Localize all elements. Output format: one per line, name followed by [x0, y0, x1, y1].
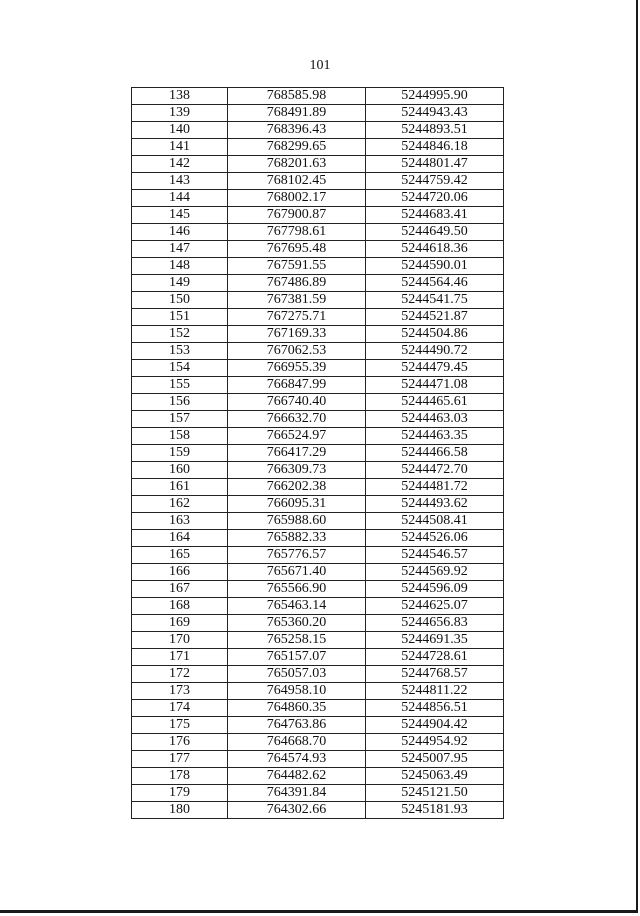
x-coordinate-cell: 767695.48 [228, 241, 366, 258]
point-number-cell: 171 [132, 649, 228, 666]
table-row [132, 309, 504, 326]
x-coordinate-cell: 768002.17 [228, 190, 366, 207]
table-row [132, 530, 504, 547]
y-coordinate-cell: 5244465.61 [366, 394, 504, 411]
table-row [132, 734, 504, 751]
table-row [132, 632, 504, 649]
x-coordinate-cell: 767900.87 [228, 207, 366, 224]
x-coordinate-cell: 764482.62 [228, 768, 366, 785]
y-coordinate-cell: 5245063.49 [366, 768, 504, 785]
y-coordinate-cell: 5245121.50 [366, 785, 504, 802]
y-coordinate-cell: 5244656.83 [366, 615, 504, 632]
y-coordinate-cell: 5244493.62 [366, 496, 504, 513]
point-number-cell: 146 [132, 224, 228, 241]
point-number-cell: 170 [132, 632, 228, 649]
point-number-cell: 151 [132, 309, 228, 326]
x-coordinate-cell: 767798.61 [228, 224, 366, 241]
y-coordinate-cell: 5244893.51 [366, 122, 504, 139]
y-coordinate-cell: 5244759.42 [366, 173, 504, 190]
y-coordinate-cell: 5244472.70 [366, 462, 504, 479]
table-row [132, 751, 504, 768]
table-row [132, 649, 504, 666]
x-coordinate-cell: 766309.73 [228, 462, 366, 479]
x-coordinate-cell: 764302.66 [228, 802, 366, 819]
x-coordinate-cell: 765463.14 [228, 598, 366, 615]
y-coordinate-cell: 5244546.57 [366, 547, 504, 564]
x-coordinate-cell: 766524.97 [228, 428, 366, 445]
point-number-cell: 176 [132, 734, 228, 751]
table-row [132, 428, 504, 445]
point-number-cell: 165 [132, 547, 228, 564]
point-number-cell: 174 [132, 700, 228, 717]
table-row [132, 598, 504, 615]
x-coordinate-cell: 766740.40 [228, 394, 366, 411]
table-row [132, 479, 504, 496]
point-number-cell: 180 [132, 802, 228, 819]
table-row [132, 411, 504, 428]
y-coordinate-cell: 5244521.87 [366, 309, 504, 326]
point-number-cell: 138 [132, 88, 228, 105]
table-row [132, 581, 504, 598]
y-coordinate-cell: 5244504.86 [366, 326, 504, 343]
x-coordinate-cell: 768201.63 [228, 156, 366, 173]
point-number-cell: 157 [132, 411, 228, 428]
table-row [132, 343, 504, 360]
x-coordinate-cell: 764958.10 [228, 683, 366, 700]
table-row [132, 802, 504, 819]
x-coordinate-cell: 765157.07 [228, 649, 366, 666]
x-coordinate-cell: 768396.43 [228, 122, 366, 139]
point-number-cell: 143 [132, 173, 228, 190]
y-coordinate-cell: 5244618.36 [366, 241, 504, 258]
table-row [132, 207, 504, 224]
y-coordinate-cell: 5244590.01 [366, 258, 504, 275]
y-coordinate-cell: 5244541.75 [366, 292, 504, 309]
x-coordinate-cell: 764391.84 [228, 785, 366, 802]
x-coordinate-cell: 767591.55 [228, 258, 366, 275]
table-row [132, 241, 504, 258]
table-row [132, 360, 504, 377]
table-row [132, 377, 504, 394]
y-coordinate-cell: 5244801.47 [366, 156, 504, 173]
y-coordinate-cell: 5244596.09 [366, 581, 504, 598]
point-number-cell: 166 [132, 564, 228, 581]
table-row [132, 173, 504, 190]
x-coordinate-cell: 765258.15 [228, 632, 366, 649]
x-coordinate-cell: 767169.33 [228, 326, 366, 343]
table-row [132, 122, 504, 139]
y-coordinate-cell: 5244490.72 [366, 343, 504, 360]
table-row [132, 258, 504, 275]
x-coordinate-cell: 765057.03 [228, 666, 366, 683]
point-number-cell: 175 [132, 717, 228, 734]
y-coordinate-cell: 5244954.92 [366, 734, 504, 751]
table-row [132, 139, 504, 156]
coordinates-table-body [132, 88, 504, 819]
table-row [132, 547, 504, 564]
table-row [132, 88, 504, 105]
y-coordinate-cell: 5244526.06 [366, 530, 504, 547]
x-coordinate-cell: 765776.57 [228, 547, 366, 564]
point-number-cell: 148 [132, 258, 228, 275]
point-number-cell: 164 [132, 530, 228, 547]
table-row [132, 394, 504, 411]
y-coordinate-cell: 5244569.92 [366, 564, 504, 581]
coordinates-table [131, 87, 504, 819]
page-number: 101 [309, 58, 331, 73]
x-coordinate-cell: 766847.99 [228, 377, 366, 394]
y-coordinate-cell: 5244768.57 [366, 666, 504, 683]
x-coordinate-cell: 764668.70 [228, 734, 366, 751]
table-row [132, 462, 504, 479]
point-number-cell: 162 [132, 496, 228, 513]
x-coordinate-cell: 764763.86 [228, 717, 366, 734]
y-coordinate-cell: 5244564.46 [366, 275, 504, 292]
y-coordinate-cell: 5244728.61 [366, 649, 504, 666]
point-number-cell: 141 [132, 139, 228, 156]
x-coordinate-cell: 765360.20 [228, 615, 366, 632]
y-coordinate-cell: 5244508.41 [366, 513, 504, 530]
x-coordinate-cell: 764860.35 [228, 700, 366, 717]
table-row [132, 496, 504, 513]
y-coordinate-cell: 5245007.95 [366, 751, 504, 768]
point-number-cell: 179 [132, 785, 228, 802]
x-coordinate-cell: 767486.89 [228, 275, 366, 292]
point-number-cell: 147 [132, 241, 228, 258]
table-row [132, 717, 504, 734]
point-number-cell: 152 [132, 326, 228, 343]
point-number-cell: 163 [132, 513, 228, 530]
y-coordinate-cell: 5244466.58 [366, 445, 504, 462]
y-coordinate-cell: 5245181.93 [366, 802, 504, 819]
x-coordinate-cell: 764574.93 [228, 751, 366, 768]
table-row [132, 564, 504, 581]
point-number-cell: 153 [132, 343, 228, 360]
y-coordinate-cell: 5244691.35 [366, 632, 504, 649]
y-coordinate-cell: 5244625.07 [366, 598, 504, 615]
y-coordinate-cell: 5244943.43 [366, 105, 504, 122]
table-row [132, 292, 504, 309]
table-row [132, 768, 504, 785]
table-row [132, 326, 504, 343]
point-number-cell: 139 [132, 105, 228, 122]
x-coordinate-cell: 768491.89 [228, 105, 366, 122]
table-row [132, 190, 504, 207]
y-coordinate-cell: 5244463.35 [366, 428, 504, 445]
y-coordinate-cell: 5244846.18 [366, 139, 504, 156]
point-number-cell: 168 [132, 598, 228, 615]
x-coordinate-cell: 765671.40 [228, 564, 366, 581]
y-coordinate-cell: 5244649.50 [366, 224, 504, 241]
point-number-cell: 160 [132, 462, 228, 479]
x-coordinate-cell: 766417.29 [228, 445, 366, 462]
table-row [132, 105, 504, 122]
point-number-cell: 144 [132, 190, 228, 207]
x-coordinate-cell: 765882.33 [228, 530, 366, 547]
point-number-cell: 172 [132, 666, 228, 683]
point-number-cell: 142 [132, 156, 228, 173]
x-coordinate-cell: 765566.90 [228, 581, 366, 598]
y-coordinate-cell: 5244463.03 [366, 411, 504, 428]
x-coordinate-cell: 767381.59 [228, 292, 366, 309]
x-coordinate-cell: 768102.45 [228, 173, 366, 190]
point-number-cell: 145 [132, 207, 228, 224]
point-number-cell: 154 [132, 360, 228, 377]
x-coordinate-cell: 766095.31 [228, 496, 366, 513]
table-row [132, 513, 504, 530]
y-coordinate-cell: 5244481.72 [366, 479, 504, 496]
point-number-cell: 161 [132, 479, 228, 496]
point-number-cell: 149 [132, 275, 228, 292]
point-number-cell: 177 [132, 751, 228, 768]
x-coordinate-cell: 766632.70 [228, 411, 366, 428]
y-coordinate-cell: 5244683.41 [366, 207, 504, 224]
point-number-cell: 167 [132, 581, 228, 598]
y-coordinate-cell: 5244856.51 [366, 700, 504, 717]
table-row [132, 615, 504, 632]
point-number-cell: 158 [132, 428, 228, 445]
x-coordinate-cell: 768585.98 [228, 88, 366, 105]
point-number-cell: 150 [132, 292, 228, 309]
y-coordinate-cell: 5244995.90 [366, 88, 504, 105]
x-coordinate-cell: 768299.65 [228, 139, 366, 156]
table-row [132, 156, 504, 173]
point-number-cell: 169 [132, 615, 228, 632]
point-number-cell: 178 [132, 768, 228, 785]
point-number-cell: 156 [132, 394, 228, 411]
table-row [132, 666, 504, 683]
point-number-cell: 140 [132, 122, 228, 139]
table-row [132, 785, 504, 802]
y-coordinate-cell: 5244904.42 [366, 717, 504, 734]
y-coordinate-cell: 5244720.06 [366, 190, 504, 207]
table-row [132, 275, 504, 292]
point-number-cell: 173 [132, 683, 228, 700]
y-coordinate-cell: 5244471.08 [366, 377, 504, 394]
table-row [132, 445, 504, 462]
x-coordinate-cell: 767062.53 [228, 343, 366, 360]
table-row [132, 683, 504, 700]
point-number-cell: 155 [132, 377, 228, 394]
y-coordinate-cell: 5244479.45 [366, 360, 504, 377]
y-coordinate-cell: 5244811.22 [366, 683, 504, 700]
x-coordinate-cell: 765988.60 [228, 513, 366, 530]
point-number-cell: 159 [132, 445, 228, 462]
x-coordinate-cell: 766202.38 [228, 479, 366, 496]
x-coordinate-cell: 766955.39 [228, 360, 366, 377]
x-coordinate-cell: 767275.71 [228, 309, 366, 326]
table-row [132, 700, 504, 717]
table-row [132, 224, 504, 241]
